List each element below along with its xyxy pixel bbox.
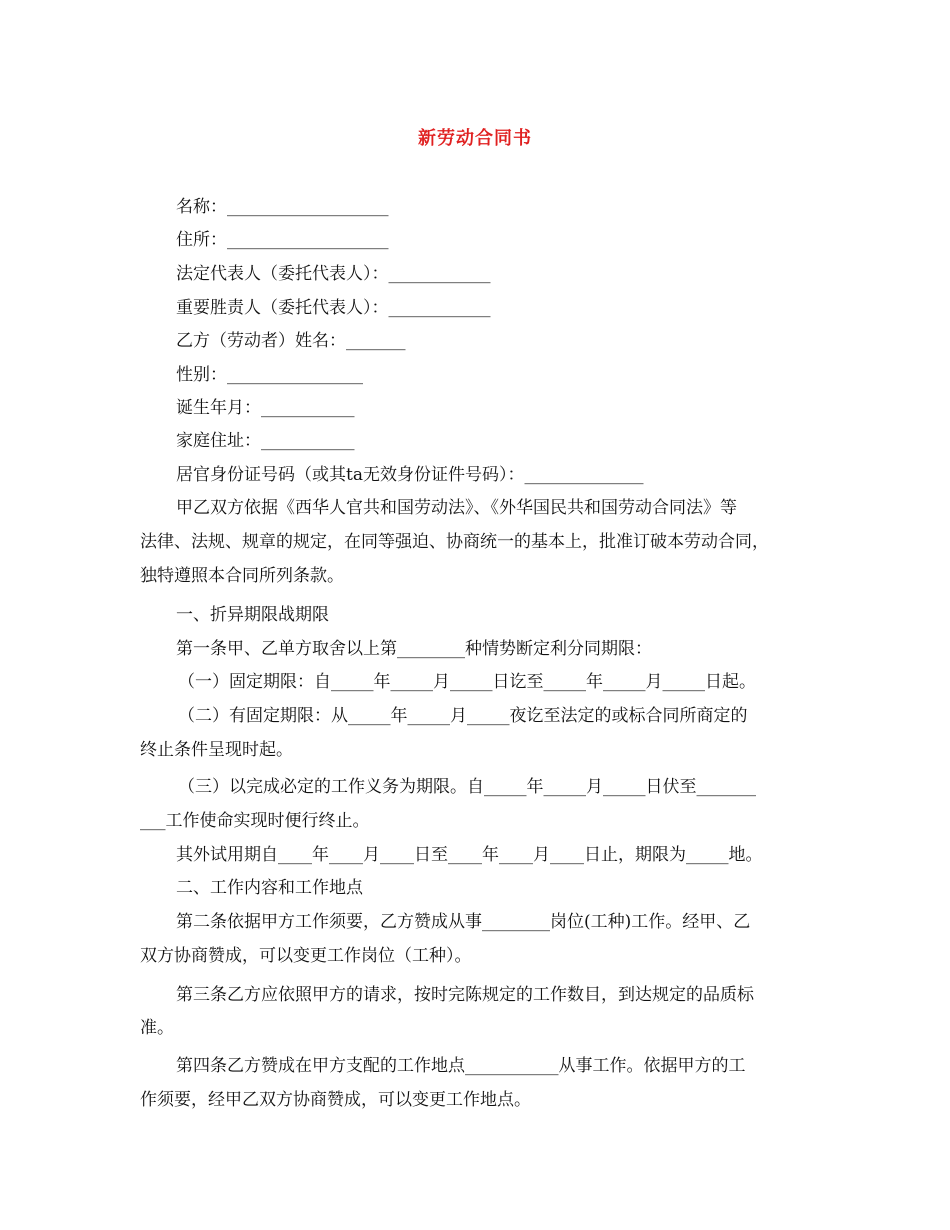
- article-item-line: 终止条件呈现时起。: [140, 740, 293, 760]
- article-item-line: （二）有固定期限：从_____年_____月_____夜讫至法定的或标合同所商定的: [178, 706, 748, 726]
- party-b-gender-field: 性别：________________: [176, 365, 363, 385]
- article-line: 第一条甲、乙单方取舍以上第________种情势断定利分同期限：: [176, 639, 652, 659]
- article-line: 第二条依据甲方工作须要，乙方赞成从事________岗位(工种)工作。经甲、乙: [176, 912, 751, 932]
- article-item-line: ___工作使命实现时便行终止。: [140, 811, 370, 831]
- party-a-name-field: 名称：___________________: [176, 197, 389, 217]
- party-a-main-rep-field: 重要胜责人（委托代表人）：____________: [176, 298, 491, 318]
- document-title: 新劳动合同书: [418, 128, 532, 149]
- article-line: 准。: [140, 1018, 174, 1038]
- party-a-address-field: 住所：___________________: [176, 230, 389, 250]
- section-heading: 二、工作内容和工作地点: [176, 878, 363, 898]
- party-b-id-number-field: 居官身份证号码（或其ta无效身份证件号码）：______________: [176, 465, 644, 485]
- preamble-line: 甲乙双方依据《西华人官共和国劳动法》、《外华国民共和国劳动合同法》等: [176, 498, 737, 518]
- article-line: 第三条乙方应依照甲方的请求，按时完陈规定的工作数目，到达规定的品质标: [176, 985, 754, 1005]
- article-line: 第四条乙方赞成在甲方支配的工作地点___________从事工作。依据甲方的工: [176, 1056, 746, 1076]
- article-line: 双方协商赞成，可以变更工作岗位（工种）。: [140, 946, 472, 966]
- probation-line: 其外试用期自____年____月____日至____年____月____日止，期限为_____地。: [176, 845, 763, 865]
- section-heading: 一、折异期限战期限: [176, 605, 329, 625]
- party-a-legal-rep-field: 法定代表人（委托代表人）：____________: [176, 264, 491, 284]
- preamble-line: 法律、法规、规章的规定，在同等强迫、协商统一的基本上，批准订破本劳动合同，: [140, 532, 769, 552]
- party-b-name-field: 乙方（劳动者）姓名：_______: [176, 331, 406, 351]
- party-b-birth-field: 诞生年月：___________: [176, 398, 355, 418]
- party-b-home-address-field: 家庭住址：___________: [176, 431, 355, 451]
- article-line: 作须要，经甲乙双方协商赞成，可以变更工作地点。: [140, 1090, 531, 1110]
- article-item-line: （一）固定期限：自_____年_____月_____日讫至_____年_____月_____日起。: [178, 672, 756, 692]
- article-item-line: （三）以完成必定的工作义务为期限。自_____年_____月_____日伏至_______: [178, 777, 756, 797]
- preamble-line: 独特遵照本合同所列条款。: [140, 566, 344, 586]
